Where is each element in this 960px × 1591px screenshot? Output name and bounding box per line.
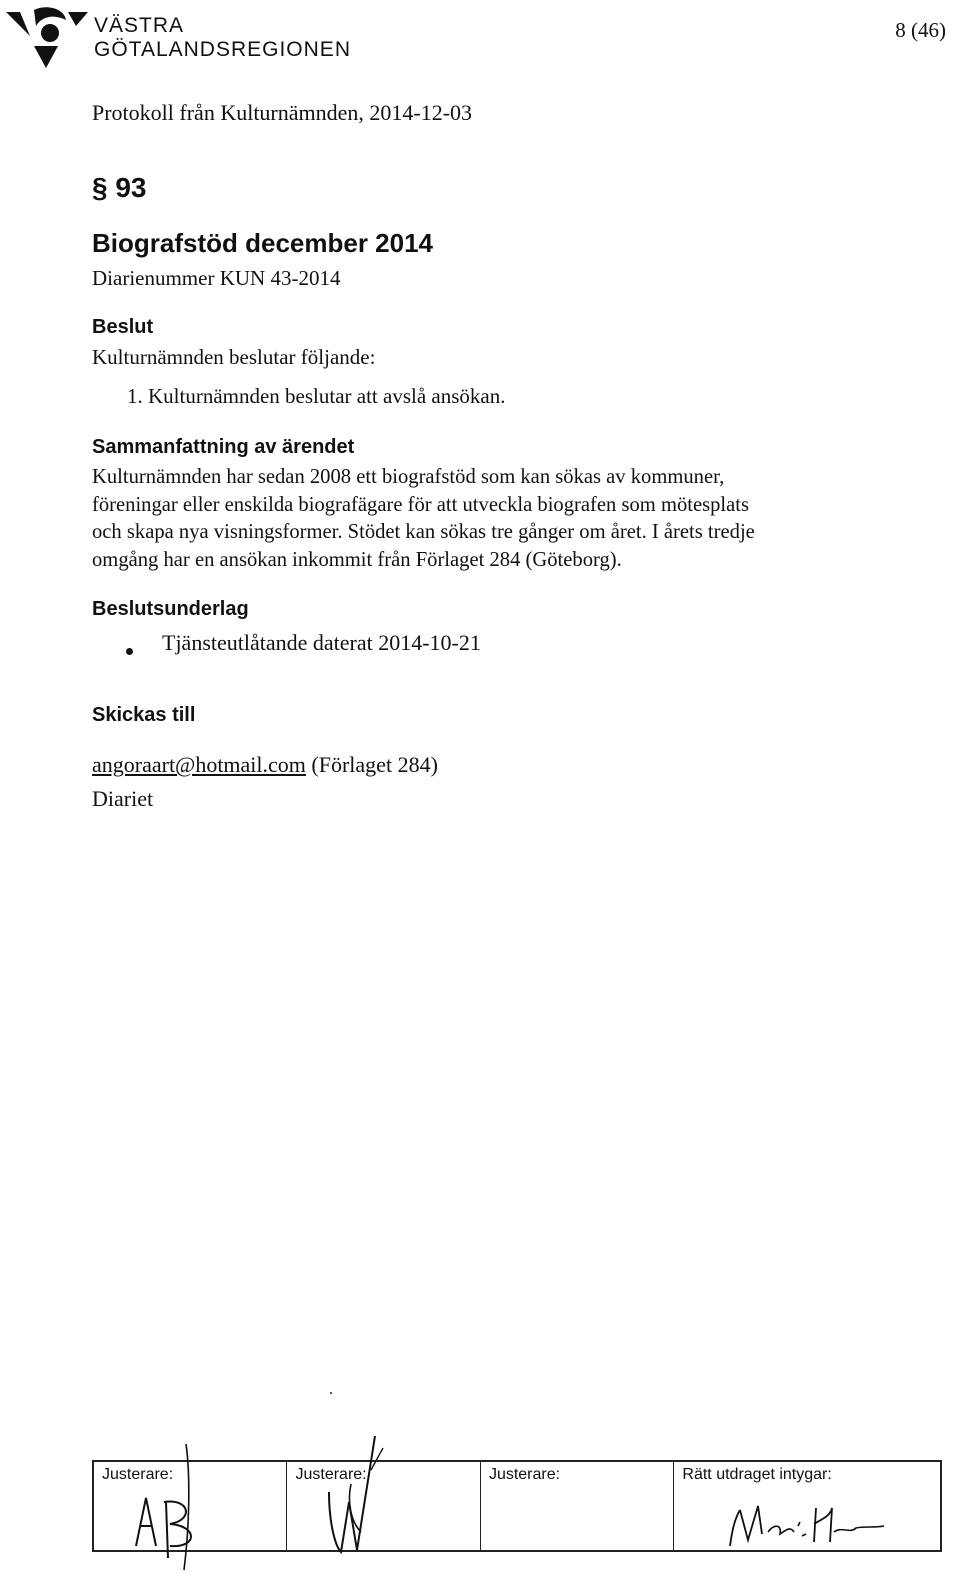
org-name-line2: GÖTALANDSREGIONEN	[94, 38, 351, 61]
page-number: 8 (46)	[895, 18, 946, 42]
section-number: § 93	[92, 172, 147, 203]
protocol-line: Protokoll från Kulturnämnden, 2014-12-03	[92, 100, 473, 125]
send-to-other: Diariet	[92, 786, 154, 811]
bullet-icon	[126, 648, 133, 655]
diary-number: Diarienummer KUN 43-2014	[92, 266, 341, 290]
signature-label: Rätt utdraget intygar:	[682, 1466, 832, 1483]
decision-heading: Beslut	[92, 316, 154, 338]
signature-cell	[287, 1462, 480, 1550]
send-to-email-note: (Förlaget 284)	[311, 752, 438, 777]
send-to-email-line	[92, 752, 438, 778]
send-to-email-link[interactable]: angoraart@hotmail.com	[92, 752, 306, 777]
signature-label: Justerare:	[295, 1466, 367, 1483]
summary-heading: Sammanfattning av ärendet	[92, 436, 355, 458]
decision-item: 1. Kulturnämnden beslutar att avslå ansökan.	[127, 384, 506, 408]
send-to-heading: Skickas till	[92, 704, 196, 726]
summary-paragraph	[92, 464, 862, 574]
signature-label: Justerare:	[488, 1466, 561, 1483]
signature-table	[92, 1460, 942, 1552]
summary-line: och skapa nya visningsformer. Stödet kan sökas tre gånger om året. I årets tredje	[92, 521, 755, 543]
signature-cell	[674, 1462, 940, 1550]
basis-item: Tjänsteutlåtande daterat 2014-10-21	[162, 630, 481, 655]
summary-line: omgång har en ansökan inkommit från Förlaget 284 (Göteborg).	[92, 548, 622, 571]
handwritten-signature-icon	[287, 1462, 433, 1572]
handwritten-signature-icon	[674, 1462, 884, 1554]
signature-cell	[481, 1462, 674, 1550]
basis-heading: Beslutsunderlag	[92, 598, 249, 620]
decision-intro: Kulturnämnden beslutar följande:	[92, 345, 376, 369]
org-name-line1: VÄSTRA	[94, 14, 185, 37]
vgr-logo-icon	[6, 6, 90, 68]
signature-label: Justerare:	[102, 1466, 174, 1483]
scan-speck	[330, 1392, 332, 1394]
page-title: Biografstöd december 2014	[92, 228, 434, 258]
handwritten-signature-icon	[94, 1462, 240, 1572]
signature-cell	[94, 1462, 287, 1550]
org-name	[94, 14, 351, 62]
summary-line: föreningar eller enskilda biografägare för att utveckla biografen som mötesplats	[92, 493, 750, 516]
summary-line: Kulturnämnden har sedan 2008 ett biografstöd som kan sökas av kommuner,	[92, 466, 725, 488]
